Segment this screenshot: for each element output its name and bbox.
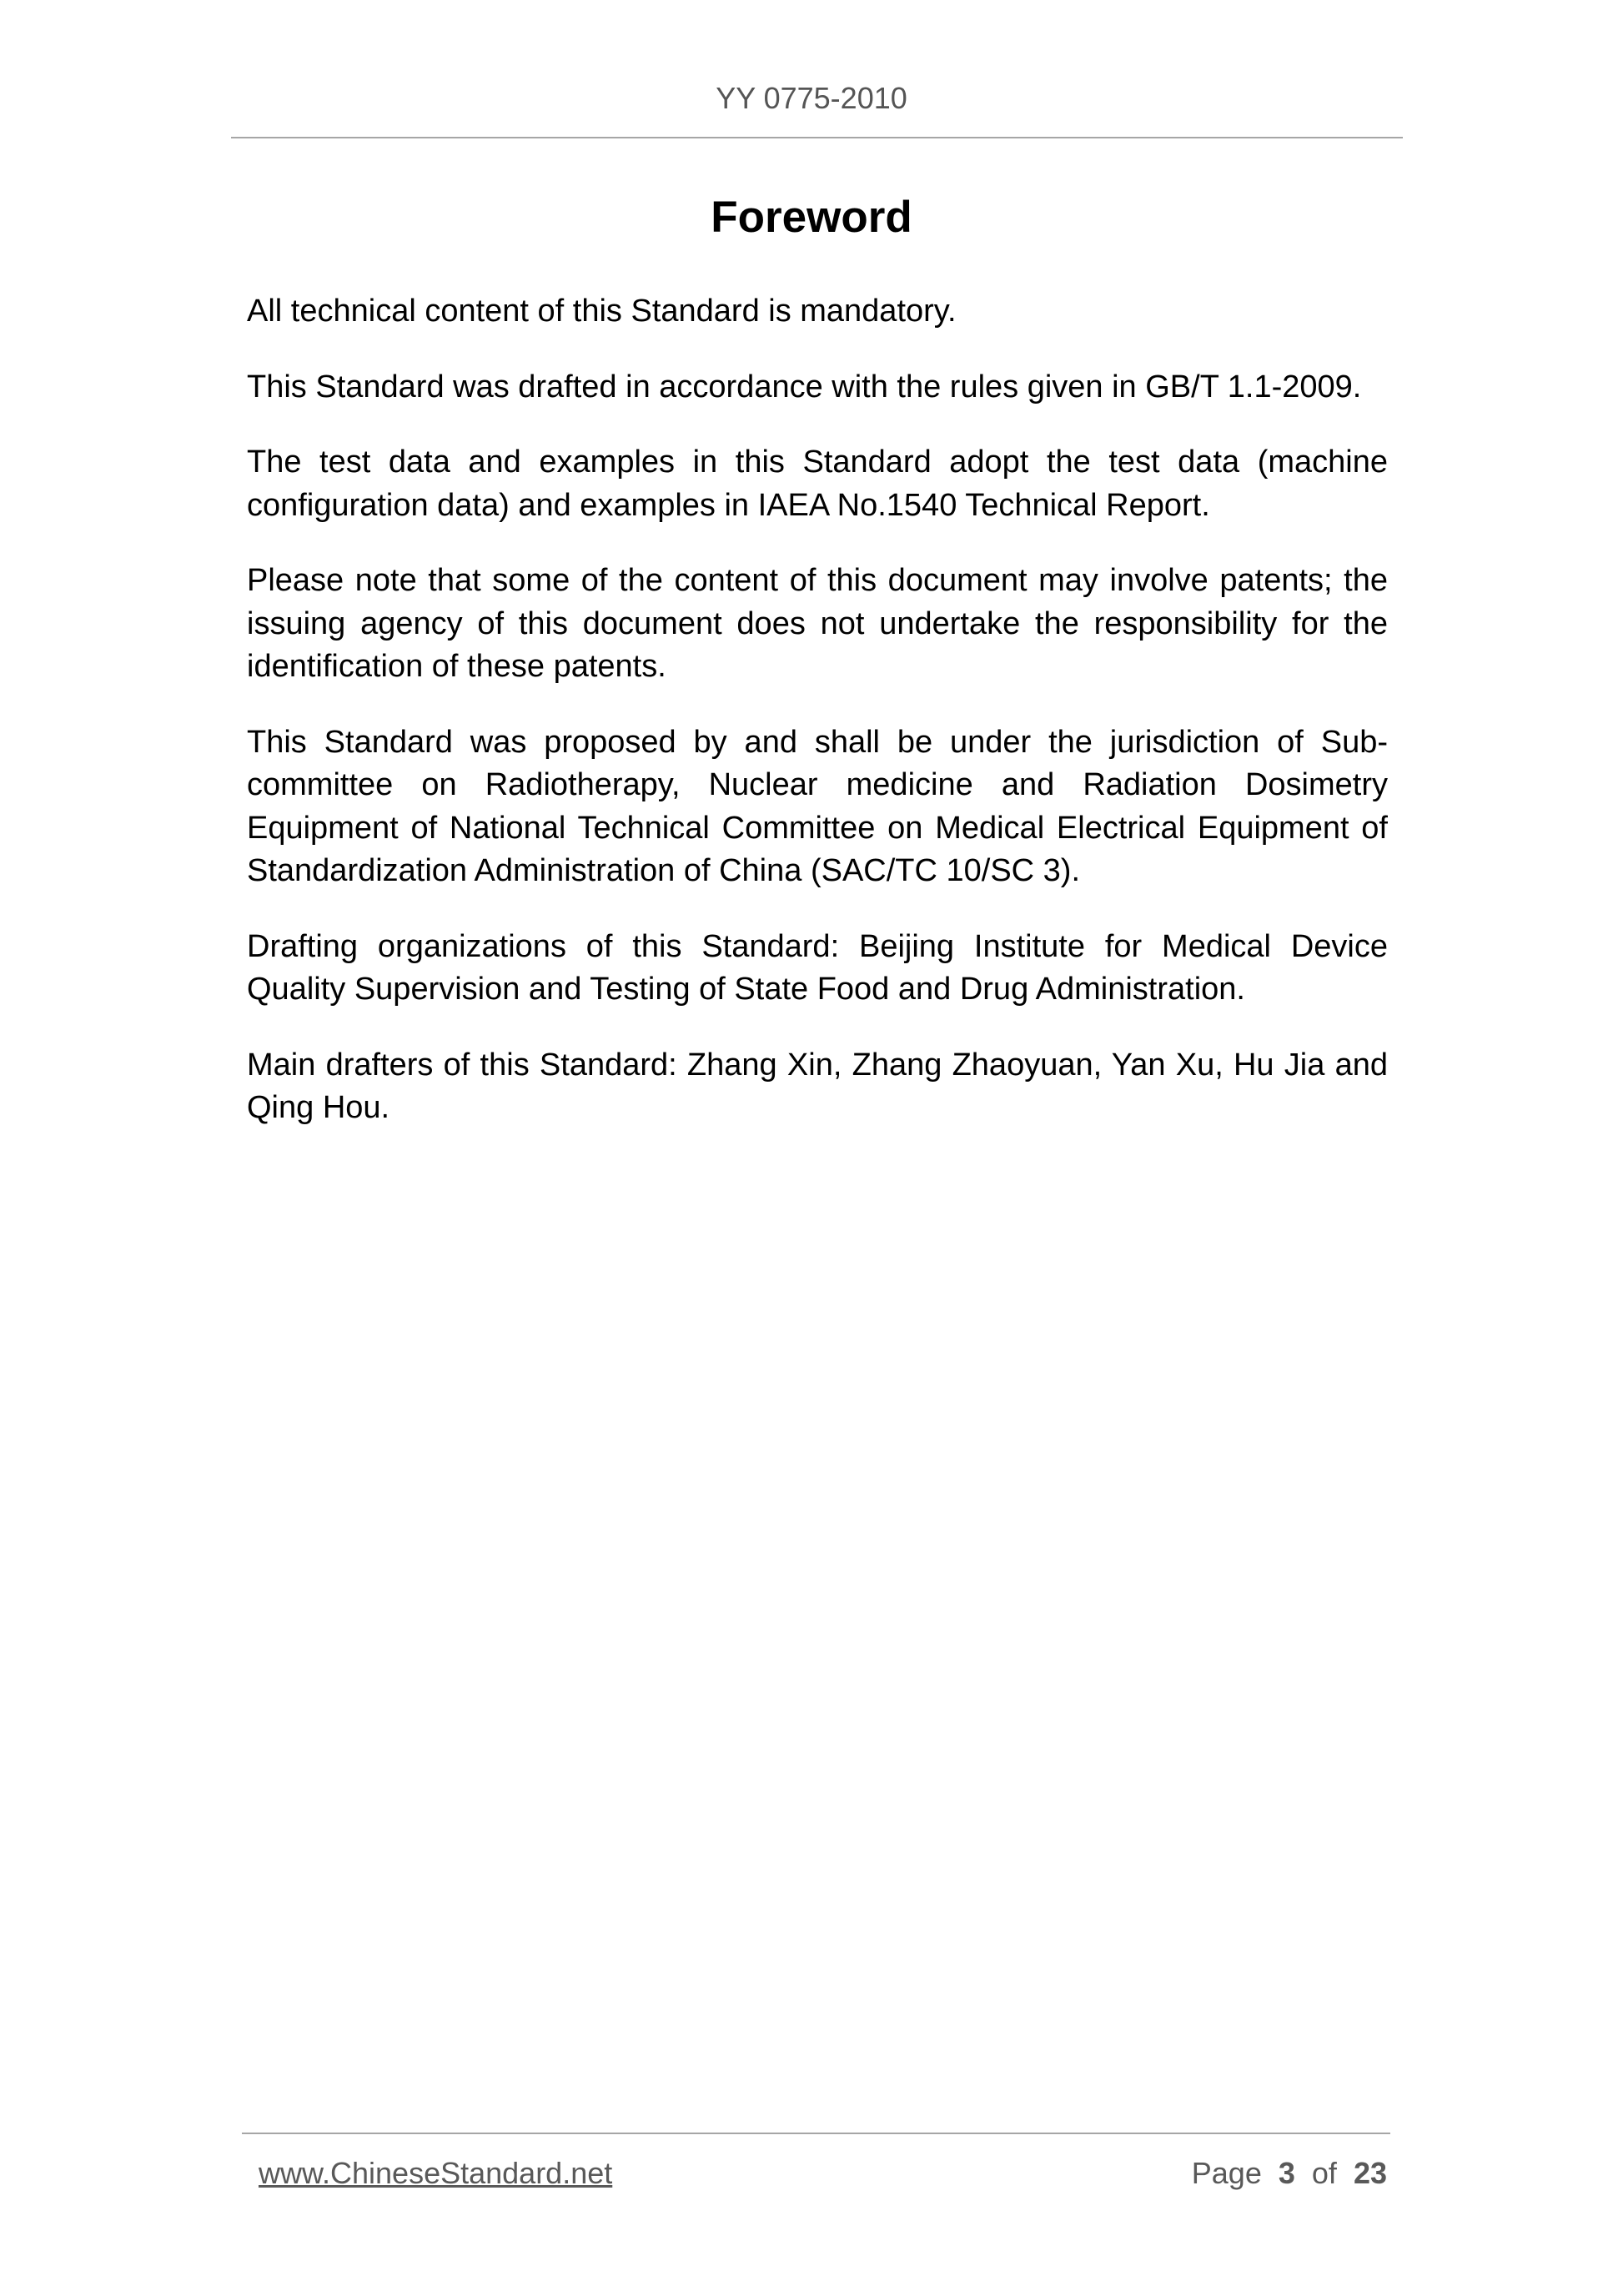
paragraph-main-drafters: Main drafters of this Standard: Zhang Xin, Zhang Zhaoyuan, Yan Xu, Hu Jia and Qing Hou. xyxy=(247,1047,1388,1125)
paragraph-mandatory: All technical content of this Standard is mandatory. xyxy=(247,294,957,329)
paragraph-jurisdiction: This Standard was proposed by and shall be under the jurisdiction of Sub-committee on Radiotherapy, Nuclear medicine and Radiation Dosimetry Equipment of National Technical Committee on Medical Electrical Equipment of Standardization Administration of China (SAC/TC 10/SC 3). xyxy=(247,724,1388,888)
header-divider xyxy=(231,137,1403,138)
foreword-body xyxy=(247,290,1388,1163)
page-label: Page xyxy=(1191,2156,1262,2190)
footer-divider xyxy=(242,2133,1390,2134)
paragraph-test-data: The test data and examples in this Standard adopt the test data (machine configuration data) and examples in IAEA No.1540 Technical Report. xyxy=(247,445,1388,523)
total-pages: 23 xyxy=(1353,2156,1387,2190)
page-indicator xyxy=(1192,2155,1387,2192)
page-title: Foreword xyxy=(711,193,912,242)
website-link[interactable]: www.ChineseStandard.net xyxy=(259,2156,613,2190)
page-number: 3 xyxy=(1278,2156,1295,2190)
document-code: YY 0775-2010 xyxy=(716,81,907,115)
paragraph-drafting-rules: This Standard was drafted in accordance with the rules given in GB/T 1.1-2009. xyxy=(247,369,1362,404)
of-label: of xyxy=(1311,2156,1337,2190)
paragraph-patents: Please note that some of the content of this document may involve patents; the issuing agency of this document does not undertake the responsibility for the identification of these patents. xyxy=(247,563,1388,684)
paragraph-drafting-organizations: Drafting organizations of this Standard: Beijing Institute for Medical Device Quality Supervision and Testing of State Food and Drug Administration. xyxy=(247,928,1388,1007)
